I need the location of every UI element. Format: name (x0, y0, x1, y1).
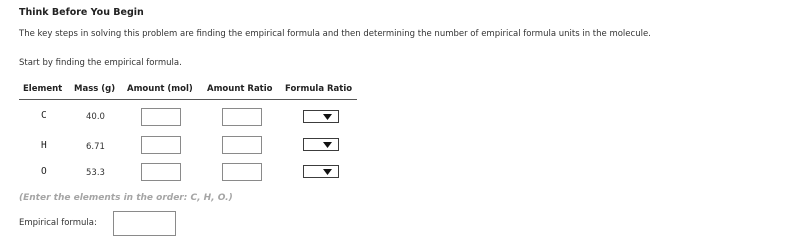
formula-ratio-select-h[interactable] (303, 138, 339, 151)
empirical-formula-input[interactable] (113, 211, 176, 236)
element-cell: O (41, 166, 47, 177)
order-note: (Enter the elements in the order: C, H, O.) (19, 193, 233, 203)
ratio-input-o[interactable] (222, 163, 262, 181)
page-title: Think Before You Begin (19, 7, 144, 18)
element-cell: H (41, 140, 47, 151)
header-amount-ratio: Amount Ratio (207, 84, 273, 94)
chevron-down-icon (323, 114, 332, 120)
header-formula-ratio: Formula Ratio (285, 84, 353, 94)
mass-cell: 53.3 (86, 168, 105, 178)
header-element: Element (23, 84, 63, 94)
empirical-formula-label: Empirical formula: (19, 218, 97, 228)
intro-text: The key steps in solving this problem are finding the empirical formula and then determining the number of empirical formula units in the molecule. (19, 29, 651, 39)
amount-input-h[interactable] (141, 136, 181, 154)
ratio-input-h[interactable] (222, 136, 262, 154)
formula-ratio-select-c[interactable] (303, 110, 339, 123)
mass-cell: 6.71 (86, 142, 105, 152)
header-divider (19, 99, 357, 100)
chevron-down-icon (323, 169, 332, 175)
amount-input-o[interactable] (141, 163, 181, 181)
formula-ratio-select-o[interactable] (303, 165, 339, 178)
ratio-input-c[interactable] (222, 108, 262, 126)
chevron-down-icon (323, 142, 332, 148)
header-amount: Amount (mol) (127, 84, 193, 94)
instruction-text: Start by finding the empirical formula. (19, 58, 182, 68)
header-mass: Mass (g) (74, 84, 116, 94)
amount-input-c[interactable] (141, 108, 181, 126)
element-cell: C (41, 110, 47, 121)
mass-cell: 40.0 (86, 112, 105, 122)
